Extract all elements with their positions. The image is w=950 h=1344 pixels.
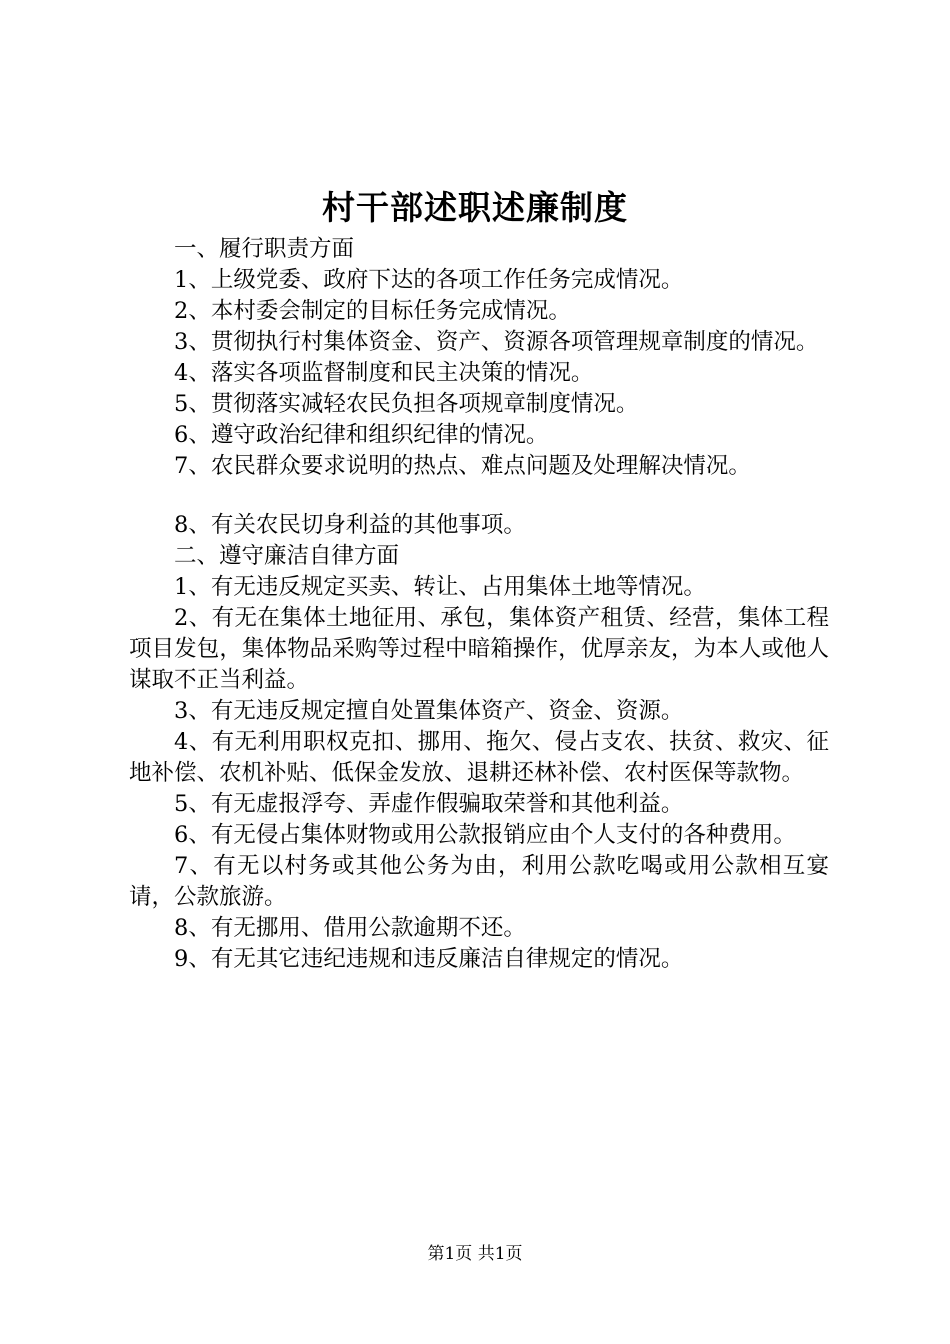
integrity-item-3: 3、有无违反规定擅自处置集体资产、资金、资源。 [174,698,684,724]
page-number-footer: 第1页 共1页 [427,1244,523,1264]
duty-item-6: 6、遵守政治纪律和组织纪律的情况。 [174,422,549,448]
integrity-item-8: 8、有无挪用、借用公款逾期不还。 [174,915,526,941]
integrity-item-4: 4、有无利用职权克扣、挪用、拖欠、侵占支农、扶贫、救灾、征地补偿、农机补贴、低保金发放、退耕还林补偿、农村医保等款物。 [129,729,829,786]
section-heading-duties: 一、履行职责方面 [174,236,355,262]
paragraph-gap [129,482,829,510]
integrity-item-1: 1、有无违反规定买卖、转让、占用集体土地等情况。 [174,574,706,600]
integrity-item-7: 7、有无以村务或其他公务为由，利用公款吃喝或用公款相互宴请，公款旅游。 [129,853,829,910]
duty-item-7: 7、农民群众要求说明的热点、难点问题及处理解决情况。 [174,453,751,479]
integrity-item-9: 9、有无其它违纪违规和违反廉洁自律规定的情况。 [174,946,684,972]
duty-item-4: 4、落实各项监督制度和民主决策的情况。 [174,360,594,386]
duty-item-2: 2、本村委会制定的目标任务完成情况。 [174,298,571,324]
duty-item-3: 3、贯彻执行村集体资金、资产、资源各项管理规章制度的情况。 [174,329,819,355]
duty-item-1: 1、上级党委、政府下达的各项工作任务完成情况。 [174,267,684,293]
document-title: 村干部述职述廉制度 [322,188,628,227]
document-body [129,234,829,975]
integrity-item-2: 2、有无在集体土地征用、承包，集体资产租赁、经营，集体工程项目发包，集体物品采购等过程中暗箱操作，优厚亲友，为本人或他人谋取不正当利益。 [129,605,829,693]
duty-item-5: 5、贯彻落实减轻农民负担各项规章制度情况。 [174,391,639,417]
integrity-item-6: 6、有无侵占集体财物或用公款报销应由个人支付的各种费用。 [174,822,796,848]
duty-item-8: 8、有关农民切身利益的其他事项。 [174,512,526,538]
section-heading-integrity: 二、遵守廉洁自律方面 [174,543,400,569]
integrity-item-5: 5、有无虚报浮夸、弄虚作假骗取荣誉和其他利益。 [174,791,684,817]
